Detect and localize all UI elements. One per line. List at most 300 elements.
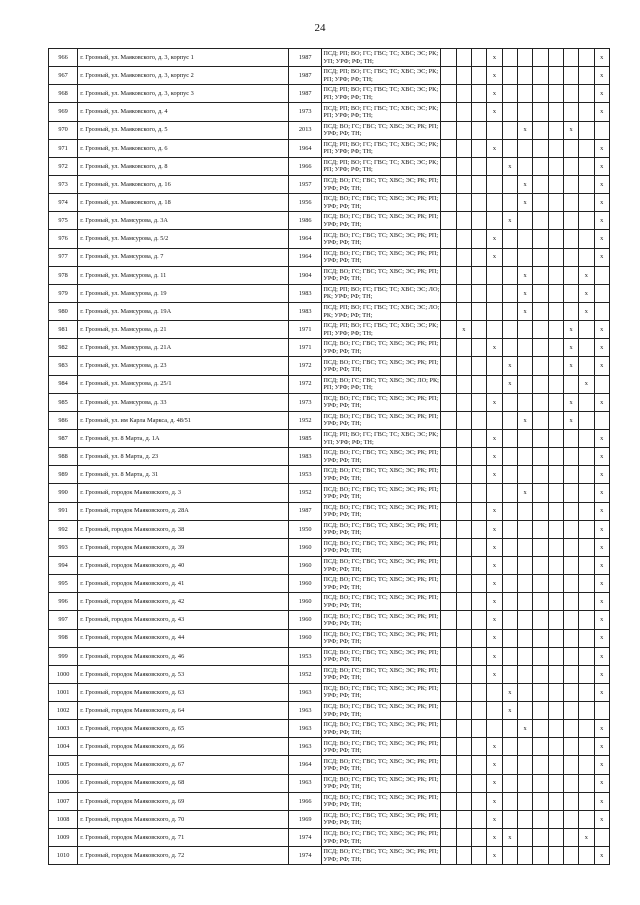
row-mark-cell [579, 756, 594, 774]
row-mark-cell [579, 339, 594, 357]
row-mark-cell [533, 738, 548, 756]
row-mark-cell: x [487, 230, 502, 248]
table-row [49, 756, 610, 774]
row-number: 972 [49, 157, 78, 175]
row-services: ПСД; ВО; ГС; ГВС; ТС; ХВС; ЭС; РК; РП; УРФ; РФ; ТН; [322, 266, 441, 284]
row-mark-cell [456, 393, 471, 411]
table-row [49, 321, 610, 339]
row-services: ПСД; ВО; ГС; ГВС; ТС; ХВС; ЭС; РК; РП; УРФ; РФ; ТН; [322, 212, 441, 230]
row-mark-cell [533, 248, 548, 266]
row-mark-cell [563, 67, 578, 85]
row-mark-cell [517, 393, 532, 411]
row-address: г. Грозный, ул. Мамсурова, д. 21А [78, 339, 289, 357]
row-mark-cell [502, 520, 517, 538]
row-mark-cell: x [594, 230, 610, 248]
row-mark-cell [579, 466, 594, 484]
row-mark-cell [579, 556, 594, 574]
row-services: ПСД; ВО; ГС; ГВС; ТС; ХВС; ЭС; РК; РП; УРФ; РФ; ТН; [322, 702, 441, 720]
row-mark-cell [441, 393, 456, 411]
row-services: ПСД; ВО; ГС; ГВС; ТС; ХВС; ЭС; РК; РП; УРФ; РФ; ТН; [322, 502, 441, 520]
row-mark-cell [441, 556, 456, 574]
row-mark-cell [487, 302, 502, 320]
row-mark-cell [533, 774, 548, 792]
row-address: г. Грозный, ул. Мамсурова, д. 33 [78, 393, 289, 411]
row-services: ПСД; ВО; ГС; ГВС; ТС; ХВС; ЭС; РК; РП; УРФ; РФ; ТН; [322, 248, 441, 266]
row-address: г. Грозный, городок Маяковского, д. 28А [78, 502, 289, 520]
table-row [49, 665, 610, 683]
row-mark-cell [456, 302, 471, 320]
row-year: 1985 [289, 429, 322, 447]
row-year: 1971 [289, 321, 322, 339]
row-services: ПСД; ВО; ГС; ГВС; ТС; ХВС; ЭС; РК; РП; УРФ; РФ; ТН; [322, 829, 441, 847]
row-services: ПСД; ВО; ГС; ГВС; ТС; ХВС; ЭС; РК; РП; УРФ; РФ; ТН; [322, 593, 441, 611]
row-address: г. Грозный, городок Маяковского, д. 66 [78, 738, 289, 756]
row-year: 1972 [289, 357, 322, 375]
row-mark-cell [441, 810, 456, 828]
row-mark-cell: x [487, 575, 502, 593]
row-services: ПСД; РП; ВО; ГС; ГВС; ТС; ХВС; ЭС; РК; РП; УРФ; РФ; ТН; [322, 321, 441, 339]
row-mark-cell [517, 321, 532, 339]
row-mark-cell [502, 575, 517, 593]
row-number: 978 [49, 266, 78, 284]
row-mark-cell: x [594, 629, 610, 647]
row-mark-cell: x [594, 484, 610, 502]
row-services: ПСД; ВО; ГС; ГВС; ТС; ХВС; ЭС; РК; РП; УРФ; РФ; ТН; [322, 683, 441, 701]
row-mark-cell [517, 212, 532, 230]
row-mark-cell [579, 175, 594, 193]
row-mark-cell [472, 429, 487, 447]
row-mark-cell [548, 393, 563, 411]
row-mark-cell [502, 284, 517, 302]
table-row [49, 611, 610, 629]
row-services: ПСД; РП; ВО; ГС; ГВС; ТС; ХВС; ЭС; РК; РП; УРФ; РФ; ТН; [322, 139, 441, 157]
table-row [49, 284, 610, 302]
row-mark-cell [517, 738, 532, 756]
row-mark-cell: x [502, 212, 517, 230]
row-mark-cell [456, 538, 471, 556]
row-mark-cell [533, 85, 548, 103]
row-mark-cell [579, 484, 594, 502]
row-mark-cell [441, 629, 456, 647]
row-services: ПСД; ВО; ГС; ГВС; ТС; ХВС; ЭС; РК; РП; УРФ; РФ; ТН; [322, 448, 441, 466]
row-address: г. Грозный, городок Маяковского, д. 67 [78, 756, 289, 774]
row-mark-cell [563, 502, 578, 520]
row-mark-cell: x [579, 266, 594, 284]
row-mark-cell [456, 738, 471, 756]
row-mark-cell [456, 375, 471, 393]
row-mark-cell [563, 448, 578, 466]
row-mark-cell: x [487, 647, 502, 665]
row-mark-cell [456, 175, 471, 193]
row-services: ПСД; ВО; ГС; ГВС; ТС; ХВС; ЭС; РК; РП; УРФ; РФ; ТН; [322, 339, 441, 357]
row-services: ПСД; ВО; ГС; ГВС; ТС; ХВС; ЭС; РК; РП; УРФ; РФ; ТН; [322, 720, 441, 738]
row-mark-cell: x [594, 139, 610, 157]
row-mark-cell [533, 810, 548, 828]
row-mark-cell [456, 67, 471, 85]
row-mark-cell [441, 157, 456, 175]
row-mark-cell [548, 411, 563, 429]
row-mark-cell [517, 248, 532, 266]
row-mark-cell [472, 339, 487, 357]
row-mark-cell [579, 738, 594, 756]
row-mark-cell [472, 520, 487, 538]
row-number: 969 [49, 103, 78, 121]
row-mark-cell [441, 502, 456, 520]
row-year: 2013 [289, 121, 322, 139]
row-number: 1001 [49, 683, 78, 701]
row-year: 1952 [289, 411, 322, 429]
table-row [49, 502, 610, 520]
row-mark-cell [548, 157, 563, 175]
row-mark-cell: x [487, 629, 502, 647]
row-mark-cell [441, 466, 456, 484]
row-mark-cell [472, 357, 487, 375]
row-mark-cell [441, 847, 456, 865]
table-row [49, 230, 610, 248]
row-year: 1983 [289, 284, 322, 302]
row-year: 1972 [289, 375, 322, 393]
row-mark-cell [548, 810, 563, 828]
row-mark-cell [563, 738, 578, 756]
row-mark-cell [548, 520, 563, 538]
row-mark-cell [441, 321, 456, 339]
row-mark-cell [441, 756, 456, 774]
row-mark-cell [579, 85, 594, 103]
row-mark-cell [594, 702, 610, 720]
row-services: ПСД; ВО; ГС; ГВС; ТС; ХВС; ЭС; РК; РП; УРФ; РФ; ТН; [322, 611, 441, 629]
row-mark-cell [563, 139, 578, 157]
row-mark-cell [533, 139, 548, 157]
row-mark-cell [441, 792, 456, 810]
row-year: 1953 [289, 647, 322, 665]
row-mark-cell [441, 67, 456, 85]
row-address: г. Грозный, городок Маяковского, д. 41 [78, 575, 289, 593]
row-mark-cell [456, 829, 471, 847]
row-address: г. Грозный, городок Маяковского, д. 68 [78, 774, 289, 792]
row-mark-cell: x [594, 611, 610, 629]
row-address: г. Грозный, городок Маяковского, д. 42 [78, 593, 289, 611]
row-address: г. Грозный, городок Маяковского, д. 39 [78, 538, 289, 556]
row-mark-cell [441, 175, 456, 193]
row-mark-cell [579, 810, 594, 828]
row-year: 1960 [289, 538, 322, 556]
row-number: 1005 [49, 756, 78, 774]
row-mark-cell: x [487, 429, 502, 447]
row-mark-cell [548, 683, 563, 701]
row-mark-cell [441, 738, 456, 756]
row-mark-cell [563, 611, 578, 629]
row-year: 1987 [289, 502, 322, 520]
table-row [49, 520, 610, 538]
row-address: г. Грозный, ул. Мамсурова, д. 5/2 [78, 230, 289, 248]
row-mark-cell [563, 593, 578, 611]
row-mark-cell [533, 339, 548, 357]
row-mark-cell [472, 194, 487, 212]
row-mark-cell: x [487, 67, 502, 85]
row-mark-cell [579, 538, 594, 556]
row-mark-cell [579, 847, 594, 865]
row-number: 967 [49, 67, 78, 85]
row-mark-cell [579, 248, 594, 266]
row-mark-cell [472, 847, 487, 865]
row-services: ПСД; ВО; ГС; ГВС; ТС; ХВС; ЭС; РК; РП; УРФ; РФ; ТН; [322, 466, 441, 484]
row-number: 1010 [49, 847, 78, 865]
row-mark-cell [533, 683, 548, 701]
row-mark-cell [579, 411, 594, 429]
row-number: 974 [49, 194, 78, 212]
row-mark-cell [594, 284, 610, 302]
row-mark-cell: x [487, 593, 502, 611]
row-mark-cell [472, 103, 487, 121]
row-year: 1904 [289, 266, 322, 284]
row-mark-cell [563, 520, 578, 538]
row-number: 977 [49, 248, 78, 266]
row-mark-cell [472, 774, 487, 792]
row-mark-cell: x [594, 538, 610, 556]
row-mark-cell [579, 103, 594, 121]
table-row [49, 647, 610, 665]
row-mark-cell [533, 411, 548, 429]
row-mark-cell [579, 157, 594, 175]
row-number: 984 [49, 375, 78, 393]
row-mark-cell: x [594, 393, 610, 411]
row-mark-cell [502, 175, 517, 193]
row-mark-cell: x [594, 357, 610, 375]
row-mark-cell [456, 49, 471, 67]
row-mark-cell [533, 212, 548, 230]
row-mark-cell: x [594, 466, 610, 484]
row-mark-cell [472, 810, 487, 828]
row-mark-cell [472, 411, 487, 429]
row-mark-cell [502, 538, 517, 556]
row-mark-cell [533, 375, 548, 393]
row-mark-cell [456, 647, 471, 665]
row-mark-cell: x [502, 157, 517, 175]
row-mark-cell [563, 103, 578, 121]
row-mark-cell [472, 85, 487, 103]
row-address: г. Грозный, ул. Маяковского, д. 4 [78, 103, 289, 121]
row-mark-cell [472, 665, 487, 683]
row-mark-cell: x [594, 321, 610, 339]
row-year: 1963 [289, 738, 322, 756]
row-mark-cell [579, 720, 594, 738]
row-services: ПСД; РП; ВО; ГС; ГВС; ТС; ХВС; ЭС; РК; РП; УРФ; РФ; ТН; [322, 157, 441, 175]
row-mark-cell [563, 484, 578, 502]
row-mark-cell [548, 647, 563, 665]
row-mark-cell [533, 647, 548, 665]
row-number: 995 [49, 575, 78, 593]
row-number: 982 [49, 339, 78, 357]
row-number: 980 [49, 302, 78, 320]
row-mark-cell [548, 593, 563, 611]
row-mark-cell [441, 248, 456, 266]
row-mark-cell [563, 212, 578, 230]
row-year: 1986 [289, 212, 322, 230]
row-mark-cell: x [594, 212, 610, 230]
row-address: г. Грозный, городок Маяковского, д. 46 [78, 647, 289, 665]
row-mark-cell [441, 230, 456, 248]
row-mark-cell [487, 411, 502, 429]
row-address: г. Грозный, городок Маяковского, д. 64 [78, 702, 289, 720]
row-mark-cell: x [594, 502, 610, 520]
table-row [49, 829, 610, 847]
row-mark-cell [563, 85, 578, 103]
row-mark-cell [441, 611, 456, 629]
row-mark-cell [579, 448, 594, 466]
table-row [49, 556, 610, 574]
row-mark-cell [517, 49, 532, 67]
row-mark-cell [487, 284, 502, 302]
row-mark-cell: x [487, 774, 502, 792]
row-year: 1964 [289, 230, 322, 248]
row-year: 1964 [289, 139, 322, 157]
row-mark-cell [533, 175, 548, 193]
row-mark-cell [456, 792, 471, 810]
row-mark-cell [441, 774, 456, 792]
row-mark-cell [487, 121, 502, 139]
row-mark-cell: x [594, 810, 610, 828]
row-number: 987 [49, 429, 78, 447]
row-mark-cell: x [594, 593, 610, 611]
row-mark-cell [548, 85, 563, 103]
row-number: 994 [49, 556, 78, 574]
row-mark-cell [441, 448, 456, 466]
row-services: ПСД; РП; ВО; ГС; ГВС; ТС; ХВС; ЭС; РК; РП; УРФ; РФ; ТН; [322, 103, 441, 121]
row-mark-cell [472, 829, 487, 847]
row-mark-cell [472, 212, 487, 230]
row-mark-cell [533, 230, 548, 248]
row-mark-cell [563, 629, 578, 647]
row-mark-cell [548, 266, 563, 284]
row-mark-cell [472, 647, 487, 665]
row-mark-cell [472, 175, 487, 193]
table-row [49, 593, 610, 611]
row-year: 1971 [289, 339, 322, 357]
table-row [49, 738, 610, 756]
row-mark-cell [579, 502, 594, 520]
table-row [49, 448, 610, 466]
row-mark-cell [563, 466, 578, 484]
row-mark-cell [563, 556, 578, 574]
row-number: 971 [49, 139, 78, 157]
row-mark-cell: x [487, 520, 502, 538]
row-mark-cell: x [579, 302, 594, 320]
row-year: 1960 [289, 575, 322, 593]
row-mark-cell [579, 702, 594, 720]
row-mark-cell [487, 266, 502, 284]
row-number: 976 [49, 230, 78, 248]
row-mark-cell [533, 593, 548, 611]
row-services: ПСД; РП; ВО; ГС; ГВС; ТС; ХВС; ЭС; РК; РП; УРФ; РФ; ТН; [322, 67, 441, 85]
row-mark-cell [441, 647, 456, 665]
row-mark-cell [487, 702, 502, 720]
row-mark-cell [456, 339, 471, 357]
row-mark-cell [487, 375, 502, 393]
row-mark-cell [548, 103, 563, 121]
row-mark-cell [502, 738, 517, 756]
row-address: г. Грозный, городок Маяковского, д. 3 [78, 484, 289, 502]
row-year: 1963 [289, 720, 322, 738]
table-row [49, 103, 610, 121]
row-number: 986 [49, 411, 78, 429]
page-number: 24 [314, 22, 326, 34]
row-mark-cell [456, 466, 471, 484]
row-mark-cell [517, 139, 532, 157]
row-number: 1003 [49, 720, 78, 738]
row-mark-cell: x [594, 847, 610, 865]
table-row [49, 466, 610, 484]
row-address: г. Грозный, городок Маяковского, д. 70 [78, 810, 289, 828]
row-mark-cell: x [594, 647, 610, 665]
row-mark-cell [517, 157, 532, 175]
row-mark-cell: x [563, 339, 578, 357]
row-services: ПСД; ВО; ГС; ГВС; ТС; ХВС; ЭС; РК; РП; УРФ; РФ; ТН; [322, 520, 441, 538]
row-mark-cell [441, 720, 456, 738]
row-mark-cell [533, 429, 548, 447]
row-mark-cell [472, 448, 487, 466]
row-mark-cell [517, 756, 532, 774]
table-row [49, 792, 610, 810]
row-mark-cell [441, 575, 456, 593]
row-services: ПСД; ВО; ГС; ГВС; ТС; ХВС; ЭС; РК; РП; УРФ; РФ; ТН; [322, 792, 441, 810]
row-number: 966 [49, 49, 78, 67]
row-mark-cell [594, 302, 610, 320]
row-services: ПСД; ВО; ГС; ГВС; ТС; ХВС; ЭС; РК; РП; УРФ; РФ; ТН; [322, 738, 441, 756]
row-mark-cell [472, 157, 487, 175]
row-mark-cell [548, 756, 563, 774]
row-mark-cell: x [594, 756, 610, 774]
row-mark-cell [441, 702, 456, 720]
row-mark-cell [441, 103, 456, 121]
row-mark-cell [517, 429, 532, 447]
row-mark-cell: x [487, 810, 502, 828]
row-mark-cell: x [594, 448, 610, 466]
row-mark-cell [533, 720, 548, 738]
table-row [49, 157, 610, 175]
row-mark-cell [456, 157, 471, 175]
row-mark-cell: x [487, 393, 502, 411]
row-mark-cell [517, 683, 532, 701]
row-mark-cell [594, 121, 610, 139]
row-mark-cell: x [594, 85, 610, 103]
row-mark-cell [502, 611, 517, 629]
row-mark-cell [548, 121, 563, 139]
row-number: 998 [49, 629, 78, 647]
row-mark-cell [579, 665, 594, 683]
row-mark-cell [472, 248, 487, 266]
row-mark-cell [548, 375, 563, 393]
row-mark-cell [487, 683, 502, 701]
row-mark-cell [548, 212, 563, 230]
row-mark-cell [456, 665, 471, 683]
row-mark-cell: x [563, 393, 578, 411]
row-number: 997 [49, 611, 78, 629]
table-row [49, 538, 610, 556]
row-mark-cell: x [517, 194, 532, 212]
row-address: г. Грозный, городок Маяковского, д. 69 [78, 792, 289, 810]
row-mark-cell [456, 448, 471, 466]
row-mark-cell [472, 738, 487, 756]
row-mark-cell [472, 792, 487, 810]
row-mark-cell [563, 230, 578, 248]
row-mark-cell [441, 411, 456, 429]
row-address: г. Грозный, ул. Мамсурова, д. 21 [78, 321, 289, 339]
row-mark-cell [533, 520, 548, 538]
row-mark-cell [548, 175, 563, 193]
row-mark-cell [502, 810, 517, 828]
row-year: 1960 [289, 556, 322, 574]
row-mark-cell [548, 829, 563, 847]
